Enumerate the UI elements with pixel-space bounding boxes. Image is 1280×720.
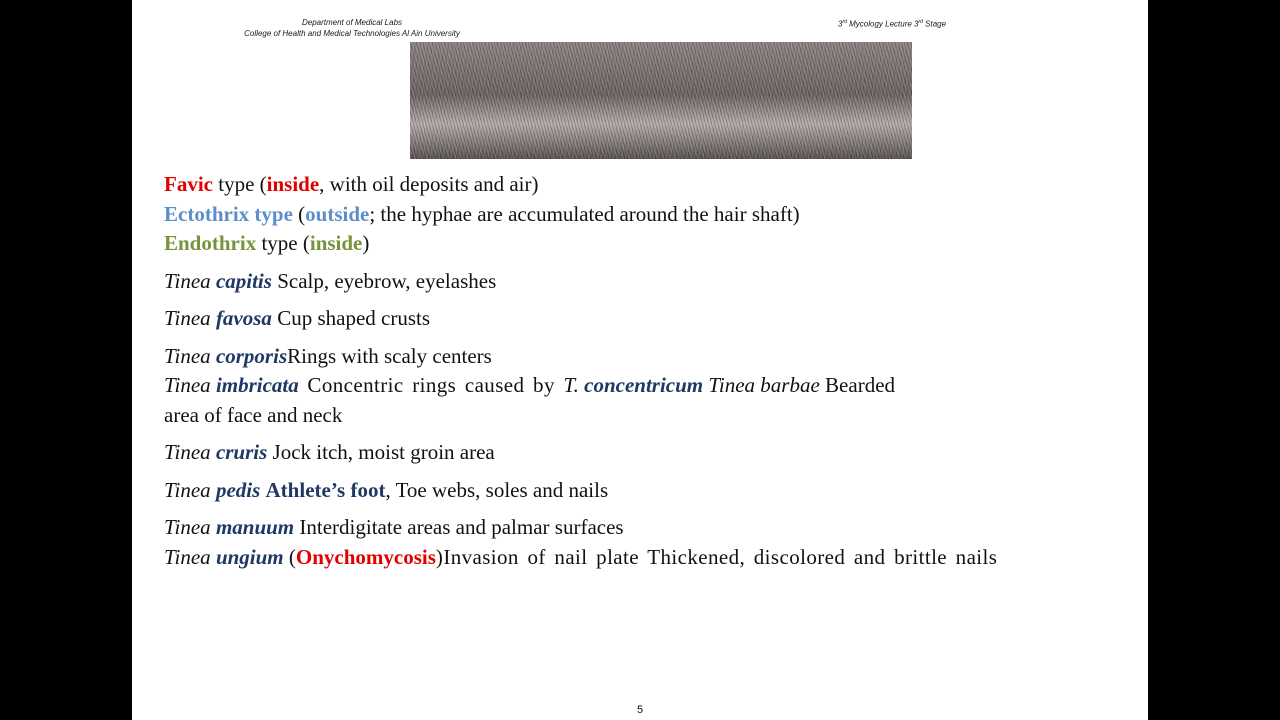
onychomycosis-term: Onychomycosis [295, 544, 436, 569]
ectothrix-outside: outside [305, 201, 370, 226]
tinea-word: Tinea [164, 306, 211, 330]
tinea-word: Tinea [164, 440, 211, 464]
tinea-desc: Jock itch, moist groin area [267, 440, 495, 464]
tinea-barbae-continuation: area of face and neck [164, 402, 343, 427]
header-institution [132, 17, 572, 39]
tinea-species: ungium [215, 544, 284, 569]
tinea-desc: , Toe webs, soles and nails [385, 477, 609, 502]
tinea-species: corporis [215, 343, 288, 368]
tinea-desc: Interdigitate areas and palmar surfaces [294, 515, 624, 539]
tinea-species: imbricata [215, 373, 299, 397]
favic-inside: inside [266, 172, 320, 196]
tinea-ungium-line [164, 543, 1124, 573]
header-department: Department of Medical Labs [301, 18, 403, 27]
tinea-capitis-line [164, 267, 1124, 297]
tinea-word: Tinea [164, 343, 211, 368]
tinea-word: Tinea [164, 515, 211, 539]
tinea-word: Tinea [164, 477, 211, 502]
tinea-desc: Concentric rings caused by [298, 373, 564, 397]
tinea-barbae: Tinea barbae [708, 373, 820, 397]
tinea-imbricata-line [164, 371, 1124, 401]
tinea-pedis-line [164, 476, 1124, 506]
tinea-desc: Cup shaped crusts [271, 306, 431, 330]
header-lecture-sup1: rd [842, 19, 847, 25]
slide [132, 0, 1148, 720]
endothrix-text1: type ( [256, 231, 310, 255]
tinea-species: manuum [215, 515, 295, 539]
endothrix-text2: ) [362, 231, 370, 255]
favic-text2: , with oil deposits and air) [319, 172, 539, 196]
ungium-paren: ( [283, 544, 296, 569]
favic-text1: type ( [212, 172, 267, 196]
concentricum-species: concentricum [584, 373, 704, 397]
header-lecture-num: 3 [838, 19, 843, 29]
athletes-foot: Athlete’s foot [265, 477, 386, 502]
slide-body [164, 170, 1124, 572]
scalp-hair-photo [410, 42, 912, 159]
tinea-species: pedis [215, 477, 261, 502]
endothrix-inside: inside [309, 231, 363, 255]
header-lecture-title: Mycology Lecture 3 [846, 19, 919, 29]
page-number: 5 [636, 704, 644, 716]
tinea-desc: )Invasion of nail plate Thickened, discolored and brittle nails [435, 544, 998, 569]
tinea-desc: Rings with scaly centers [287, 343, 492, 368]
tinea-manuum-line [164, 513, 1124, 543]
ectothrix-term: Ectothrix type [164, 201, 293, 226]
barbae-desc: Bearded [819, 373, 896, 397]
tinea-word: Tinea [164, 544, 211, 569]
tinea-species: favosa [215, 306, 272, 330]
header-lecture-sup2: rd [918, 19, 923, 25]
favic-term: Favic [164, 172, 213, 196]
endothrix-term: Endothrix [164, 231, 257, 255]
header-lecture-stage: Stage [922, 19, 947, 29]
tinea-desc: Scalp, eyebrow, eyelashes [271, 268, 497, 293]
tinea-favosa-line [164, 304, 1124, 334]
endothrix-line [164, 229, 1124, 259]
tinea-corporis-line [164, 342, 1124, 372]
tinea-species: cruris [215, 440, 268, 464]
t-abbreviation: T. [563, 373, 579, 397]
tinea-word: Tinea [164, 268, 211, 293]
header-lecture [838, 17, 946, 30]
tinea-word: Tinea [164, 373, 211, 397]
ectothrix-text2: ; the hyphae are accumulated around the hair shaft) [369, 201, 800, 226]
ectothrix-text1: ( [292, 201, 306, 226]
favic-line [164, 170, 1124, 200]
tinea-cruris-line [164, 438, 1124, 468]
tinea-species: capitis [215, 268, 272, 293]
ectothrix-line [164, 200, 1124, 230]
header-college: College of Health and Medical Technologies Al Ain University [244, 29, 460, 38]
